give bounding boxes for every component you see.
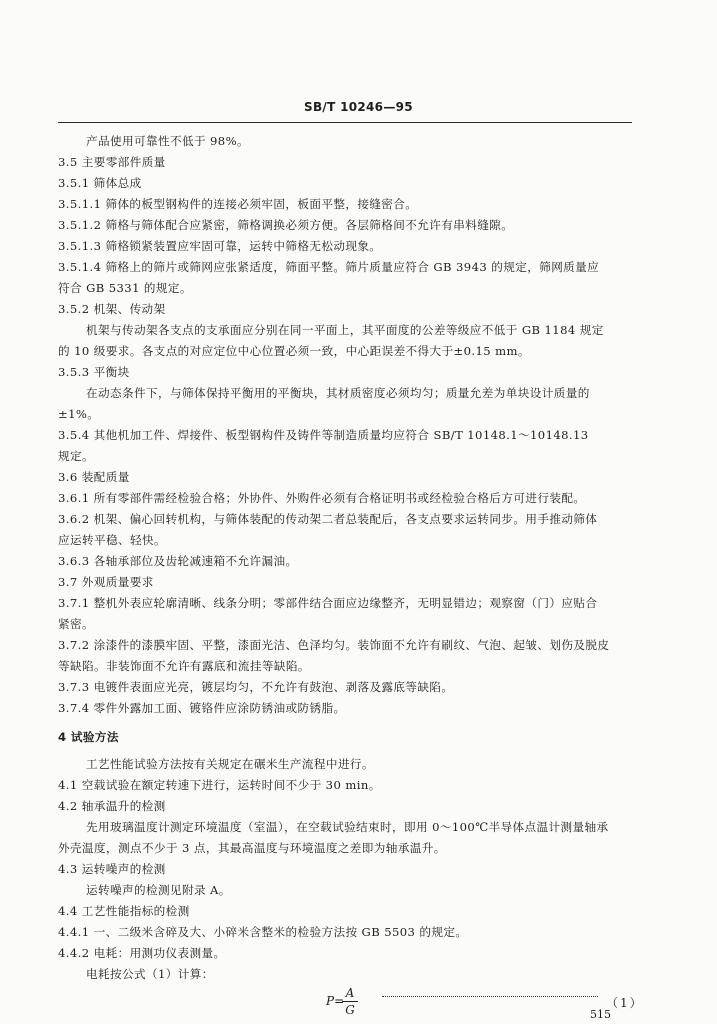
- clause-line: 3.5.1.4 筛格上的筛片或筛网应张紧适度，筛面平整。筛片质量应符合 GB 3943 的规定，筛网质量应: [58, 260, 600, 274]
- section-heading: 3.7 外观质量要求: [58, 575, 154, 589]
- formula-lhs: P=: [326, 994, 345, 1008]
- section-heading: 4.2 轴承温升的检测: [58, 799, 166, 813]
- clause-line: 机架与传动架各支点的支承面应分别在同一平面上，其平面度的公差等级应不低于 GB 1184 规定: [86, 323, 604, 337]
- clause-line: 在动态条件下，与筛体保持平衡用的平衡块，其材质密度必须均匀；质量允差为单块设计质量的: [86, 386, 590, 400]
- clause-line: 运转噪声的检测见附录 A。: [86, 883, 231, 897]
- clause-line: 应运转平稳、轻快。: [58, 533, 166, 547]
- equation-number: （1）: [606, 996, 644, 1010]
- text-line: 电耗按公式（1）计算：: [86, 967, 214, 981]
- section-heading: 3.5.1 筛体总成: [58, 176, 142, 190]
- chapter-heading: 4 试验方法: [58, 730, 119, 744]
- clause-line: 4.1 空载试验在额定转速下进行，运转时间不少于 30 min。: [58, 778, 381, 792]
- standard-code-header: SB/T 10246—95: [304, 100, 413, 114]
- clause-line: 规定。: [58, 449, 94, 463]
- clause-line: 3.5.1.2 筛格与筛体配合应紧密，筛格调换必须方便。各层筛格间不允许有串料缝隙。: [58, 218, 514, 232]
- page-number: 515: [590, 1008, 611, 1021]
- clause-line: 紧密。: [58, 617, 94, 631]
- text-line: 产品使用可靠性不低于 98%。: [86, 134, 249, 148]
- clause-line: 3.6.3 各轴承部位及齿轮减速箱不允许漏油。: [58, 554, 298, 568]
- clause-line: 符合 GB 5331 的规定。: [58, 281, 192, 295]
- clause-line: 3.5.1.3 筛格锁紧装置应牢固可靠，运转中筛格无松动现象。: [58, 239, 382, 253]
- section-heading: 3.5.3 平衡块: [58, 365, 130, 379]
- clause-line: 4.4.2 电耗：用测功仪表测量。: [58, 946, 226, 960]
- clause-line: 4.4.1 一、二级米含碎及大、小碎米含整米的检验方法按 GB 5503 的规定。: [58, 925, 468, 939]
- clause-line: 的 10 级要求。各支点的对应定位中心位置必须一致，中心距误差不得大于±0.15 mm。: [58, 344, 530, 358]
- clause-line: 等缺陷。非装饰面不允许有露底和流挂等缺陷。: [58, 659, 310, 673]
- clause-line: 外壳温度，测点不少于 3 点，其最高温度与环境温度之差即为轴承温升。: [58, 841, 446, 855]
- header-rule: [58, 122, 632, 123]
- clause-line: 3.7.4 零件外露加工面、镀铬件应涂防锈油或防锈脂。: [58, 701, 346, 715]
- fraction-bar: [342, 1001, 358, 1002]
- text-line: 工艺性能试验方法按有关规定在碾米生产流程中进行。: [86, 757, 374, 771]
- formula-fraction: [342, 986, 358, 1017]
- leader-dots: [382, 996, 598, 997]
- section-heading: 3.5.2 机架、传动架: [58, 302, 166, 316]
- clause-line: 3.7.2 涂漆件的漆膜牢固、平整，漆面光洁、色泽均匀。装饰面不允许有刷纹、气泡、起皱、划伤及脱皮: [58, 638, 610, 652]
- clause-line: 3.6.1 所有零部件需经检验合格；外协件、外购件必须有合格证明书或经检验合格后方可进行装配。: [58, 491, 586, 505]
- section-heading: 4.4 工艺性能指标的检测: [58, 904, 190, 918]
- clause-line: 3.5.4 其他机加工件、焊接件、板型钢构件及铸件等制造质量均应符合 SB/T 10148.1～10148.13: [58, 428, 589, 442]
- clause-line: 先用玻璃温度计测定环境温度（室温），在空载试验结束时，即用 0～100℃半导体点温计测量轴承: [86, 820, 609, 834]
- formula-denominator: G: [345, 1003, 355, 1017]
- section-heading: 3.6 装配质量: [58, 470, 130, 484]
- section-heading: 4.3 运转噪声的检测: [58, 862, 166, 876]
- section-heading: 3.5 主要零部件质量: [58, 155, 166, 169]
- clause-line: 3.7.3 电镀件表面应光亮，镀层均匀，不允许有鼓泡、剥落及露底等缺陷。: [58, 680, 454, 694]
- clause-line: 3.5.1.1 筛体的板型钢构件的连接必须牢固，板面平整，接缝密合。: [58, 197, 418, 211]
- clause-line: 3.7.1 整机外表应轮廓清晰、线条分明；零部件结合面应边缘整齐，无明显错边；观察窗（门）应贴合: [58, 596, 598, 610]
- clause-line: 3.6.2 机架、偏心回转机构，与筛体装配的传动架二者总装配后，各支点要求运转同步。用手推动筛体: [58, 512, 598, 526]
- clause-line: ±1%。: [58, 407, 100, 421]
- formula-numerator: A: [345, 986, 355, 1000]
